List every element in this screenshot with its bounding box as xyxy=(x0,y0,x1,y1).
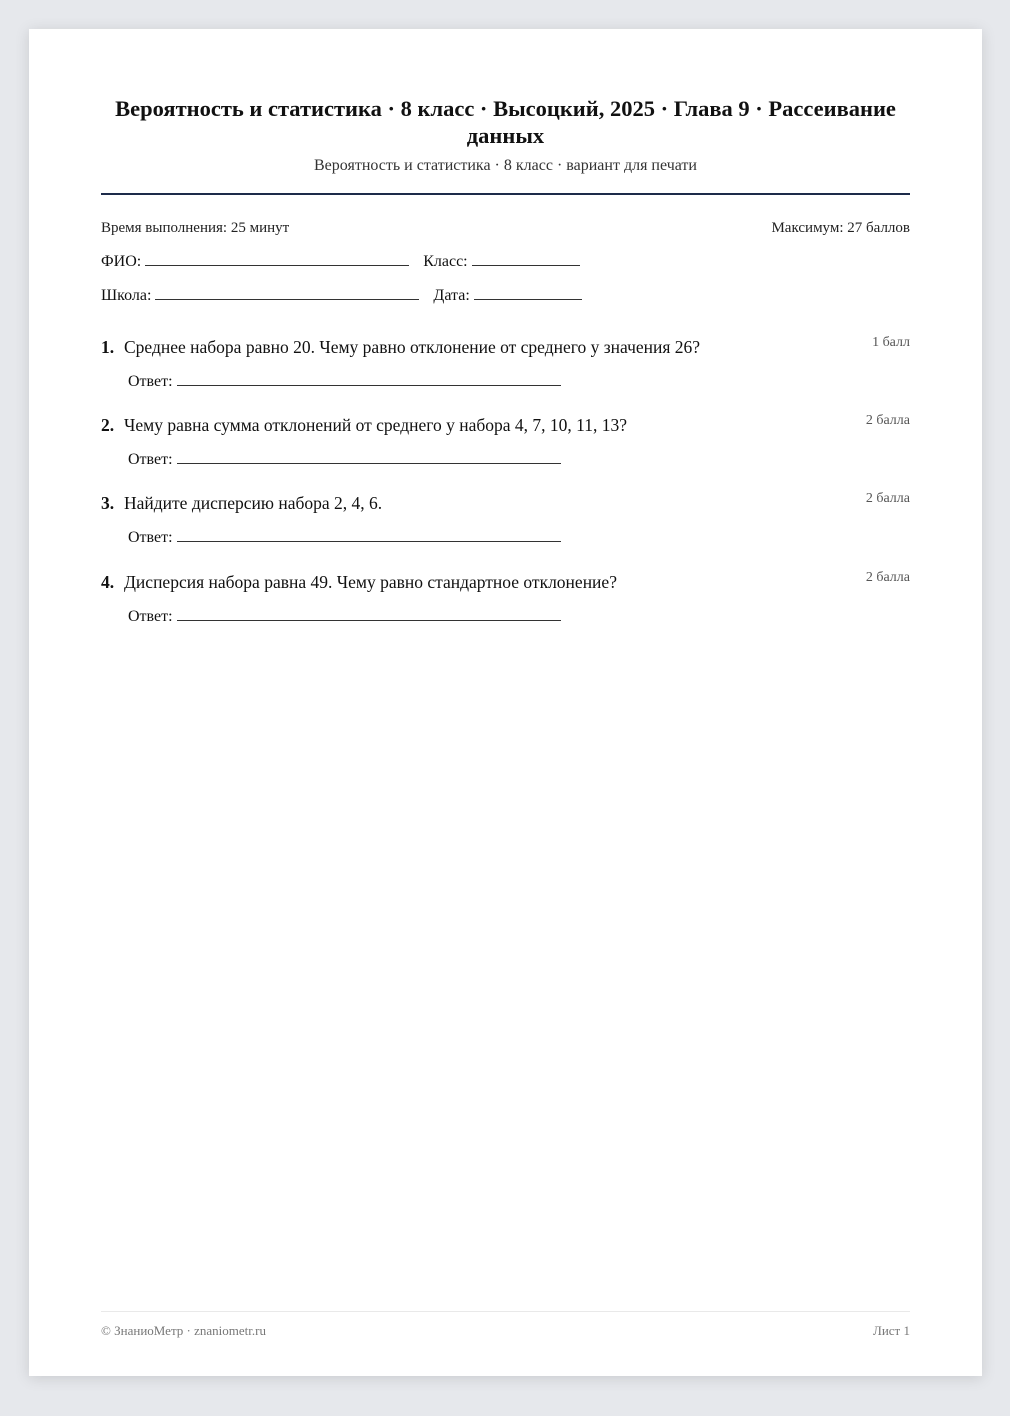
max-score: Максимум: 27 баллов xyxy=(771,220,910,236)
question-points: 2 балла xyxy=(865,491,910,506)
answer-label: Ответ: xyxy=(128,608,173,625)
page-content xyxy=(101,29,910,1376)
question-4 xyxy=(101,571,910,626)
answer-field[interactable] xyxy=(177,371,561,386)
question-text-line xyxy=(101,414,910,436)
school-date-row xyxy=(101,285,582,305)
answer-row xyxy=(128,449,910,469)
answer-row xyxy=(128,527,910,547)
question-1 xyxy=(101,336,910,391)
question-text: Найдите дисперсию набора 2, 4, 6. xyxy=(124,493,383,513)
fio-field[interactable] xyxy=(145,251,409,266)
answer-field[interactable] xyxy=(177,527,561,542)
page-subtitle: Вероятность и статистика · 8 класс · вариант для печати xyxy=(314,157,697,174)
school-field[interactable] xyxy=(155,285,419,300)
question-3 xyxy=(101,492,910,547)
header-divider xyxy=(101,193,910,195)
footer-copyright: © ЗнаниоМетр · znaniometr.ru xyxy=(101,1323,266,1338)
footer-page-number: Лист 1 xyxy=(873,1323,910,1338)
fio-label: ФИО: xyxy=(101,253,142,270)
page-title: Вероятность и статистика · 8 класс · Высоцкий, 2025 · Глава 9 · Рассеивание данных xyxy=(115,96,896,148)
answer-label: Ответ: xyxy=(128,373,173,390)
question-number: 2. xyxy=(101,415,115,435)
question-text: Дисперсия набора равна 49. Чему равно стандартное отклонение? xyxy=(124,572,617,592)
question-number: 3. xyxy=(101,493,115,513)
question-points: 1 балл xyxy=(872,335,910,350)
question-text: Чему равна сумма отклонений от среднего у набора 4, 7, 10, 11, 13? xyxy=(124,415,628,435)
fio-class-row xyxy=(101,251,580,271)
time-limit: Время выполнения: 25 минут xyxy=(101,220,290,236)
question-2 xyxy=(101,414,910,469)
question-text-line xyxy=(101,336,910,358)
question-number: 1. xyxy=(101,337,115,357)
worksheet-page xyxy=(29,29,982,1376)
question-points: 2 балла xyxy=(865,413,910,428)
question-text: Среднее набора равно 20. Чему равно отклонение от среднего у значения 26? xyxy=(124,337,701,357)
answer-label: Ответ: xyxy=(128,529,173,546)
school-label: Школа: xyxy=(101,287,152,304)
answer-field[interactable] xyxy=(177,449,561,464)
answer-field[interactable] xyxy=(177,606,561,621)
question-text-line xyxy=(101,492,910,514)
class-label: Класс: xyxy=(423,253,468,270)
question-number: 4. xyxy=(101,572,115,592)
footer-divider xyxy=(101,1311,910,1312)
question-text-line xyxy=(101,571,910,593)
class-field[interactable] xyxy=(472,251,580,266)
question-points: 2 балла xyxy=(865,570,910,585)
date-label: Дата: xyxy=(433,287,470,304)
answer-label: Ответ: xyxy=(128,451,173,468)
answer-row xyxy=(128,371,910,391)
date-field[interactable] xyxy=(474,285,582,300)
answer-row xyxy=(128,606,910,626)
